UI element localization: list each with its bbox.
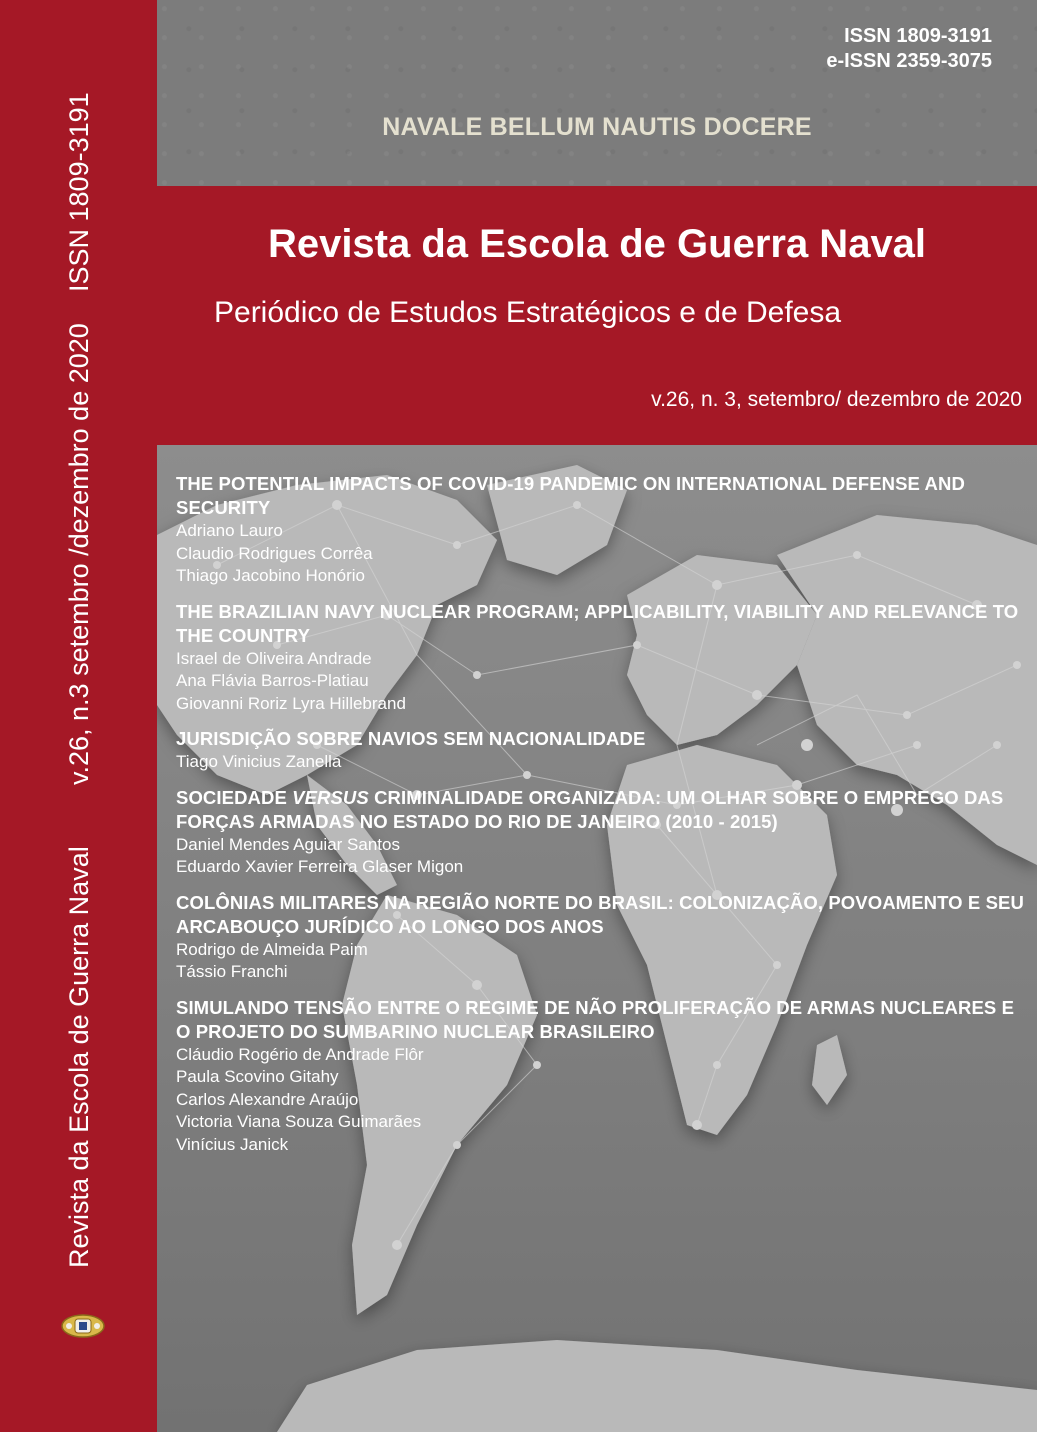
spine-journal-title: Revista da Escola de Guerra Naval — [64, 846, 94, 1268]
article-title: SIMULANDO TENSÃO ENTRE O REGIME DE NÃO PROLIFERAÇÃO DE ARMAS NUCLEARES E O PROJETO DO SUMBARINO NUCLEAR BRASILEIRO — [176, 996, 1015, 1042]
spine-volume: v.26, n.3 setembro /dezembro de 2020 — [64, 323, 94, 785]
issn-print: ISSN 1809-3191 — [844, 25, 992, 47]
spine — [0, 0, 157, 1432]
article-author: Israel de Oliveira Andrade — [176, 648, 372, 668]
article-title-part: SOCIEDADE — [176, 786, 293, 808]
article-author: Giovanni Roriz Lyra Hillebrand — [176, 693, 406, 713]
issn-electronic: e-ISSN 2359-3075 — [826, 50, 992, 72]
article-author: Tássio Franchi — [176, 962, 288, 981]
journal-title: Revista da Escola de Guerra Naval — [267, 222, 927, 266]
article-title-part: CRIMINALIDADE ORGANIZADA: UM OLHAR SOBRE O EMPREGO DAS FORÇAS ARMADAS NO ESTADO DO RIO DE JANEIRO (2010 - 2015) — [176, 786, 1004, 832]
article-item — [176, 600, 1026, 716]
motto: NAVALE BELLUM NAUTIS DOCERE — [382, 113, 812, 141]
article-author: Claudio Rodrigues Corrêa — [176, 543, 373, 563]
article-author: Vinícius Janick — [176, 1134, 289, 1154]
volume-info: v.26, n. 3, setembro/ dezembro de 2020 — [651, 388, 1022, 411]
table-of-contents — [176, 472, 1026, 1168]
article-author: Carlos Alexandre Araújo — [176, 1089, 359, 1109]
article-author: Tiago Vinicius Zanella — [176, 752, 342, 771]
article-title: COLÔNIAS MILITARES NA REGIÃO NORTE DO BRASIL: COLONIZAÇÃO, POVOAMENTO E SEU ARCABOUÇO JURÍDICO AO LONGO DOS ANOS — [176, 891, 1024, 937]
article-item — [176, 472, 1026, 588]
issn-block — [826, 24, 992, 74]
navy-crest-icon — [60, 1313, 106, 1339]
article-item — [176, 786, 1026, 879]
article-author: Paula Scovino Gitahy — [176, 1067, 339, 1086]
article-title-emphasis: VERSUS — [292, 786, 369, 808]
article-author: Adriano Lauro — [176, 521, 283, 540]
article-title: THE POTENTIAL IMPACTS OF COVID-19 PANDEMIC ON INTERNATIONAL DEFENSE AND SECURITY — [176, 473, 965, 518]
article-author: Thiago Jacobino Honório — [176, 566, 366, 585]
article-item — [176, 891, 1026, 984]
article-author: Victoria Viana Souza Guimarães — [176, 1112, 422, 1131]
article-item — [176, 996, 1026, 1157]
article-author: Cláudio Rogério de Andrade Flôr — [176, 1044, 424, 1064]
article-author: Eduardo Xavier Ferreira Glaser Migon — [176, 857, 464, 876]
article-author: Ana Flávia Barros-Platiau — [176, 671, 369, 690]
article-title — [176, 786, 1026, 834]
title-block — [157, 186, 1037, 445]
header-band — [157, 0, 1037, 186]
spine-issn: ISSN 1809-3191 — [64, 92, 94, 292]
article-title: JURISDIÇÃO SOBRE NAVIOS SEM NACIONALIDADE — [176, 728, 646, 749]
article-title: THE BRAZILIAN NAVY NUCLEAR PROGRAM; APPLICABILITY, VIABILITY AND RELEVANCE TO THE COUNTRY — [176, 600, 1019, 646]
article-author: Daniel Mendes Aguiar Santos — [176, 834, 400, 854]
journal-subtitle: Periódico de Estudos Estratégicos e de Defesa — [214, 296, 842, 329]
article-author: Rodrigo de Almeida Paim — [176, 939, 368, 959]
article-item — [176, 727, 1026, 774]
